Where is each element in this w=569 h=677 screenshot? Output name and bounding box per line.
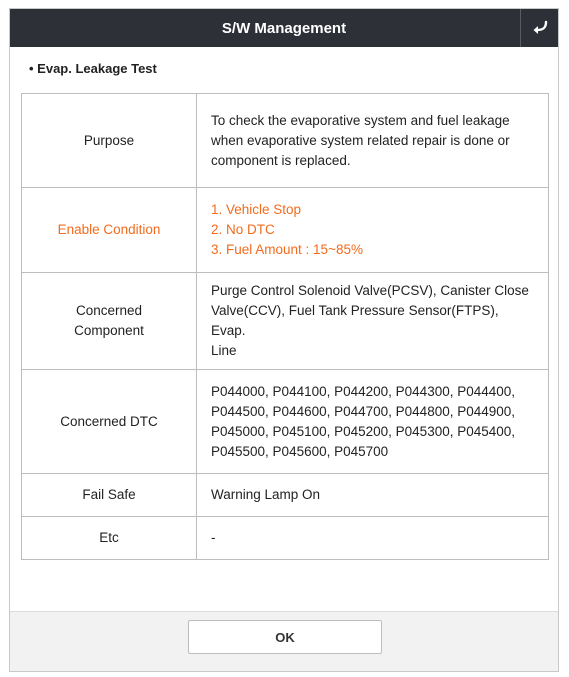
row-label: Fail Safe xyxy=(22,474,197,517)
row-label xyxy=(22,273,197,370)
dialog-footer xyxy=(10,611,558,671)
row-label: Etc xyxy=(22,517,197,560)
value-line: component is replaced. xyxy=(211,152,351,168)
table-row-concerned-dtc xyxy=(22,370,549,474)
row-value xyxy=(197,273,549,370)
title-bar xyxy=(10,9,558,47)
row-label: Concerned DTC xyxy=(22,370,197,474)
row-value xyxy=(197,188,549,273)
table-row-etc xyxy=(22,517,549,560)
value-line: 2. No DTC xyxy=(211,222,275,237)
sw-management-dialog xyxy=(9,8,559,672)
table-row-fail-safe xyxy=(22,474,549,517)
value-line: 1. Vehicle Stop xyxy=(211,202,302,217)
table-row-purpose xyxy=(22,94,549,188)
value-line: P045500, P045600, P045700 xyxy=(211,443,389,459)
value-line: 3. Fuel Amount : 15~85% xyxy=(211,242,363,257)
test-info-table xyxy=(21,93,549,560)
value-line: P044500, P044600, P044700, P044800, P044900, xyxy=(211,403,516,419)
ok-button[interactable]: OK xyxy=(188,620,382,654)
value-line: when evaporative system related repair is done or xyxy=(211,132,510,148)
row-value: - xyxy=(197,517,549,560)
section-label: • Evap. Leakage Test xyxy=(29,61,157,76)
label-line: Concerned xyxy=(75,303,143,318)
value-line: P045000, P045100, P045200, P045300, P045400, xyxy=(211,423,516,439)
value-line: To check the evaporative system and fuel leakage xyxy=(211,112,510,128)
row-value xyxy=(197,370,549,474)
row-label: Enable Condition xyxy=(22,188,197,273)
return-arrow-icon xyxy=(531,20,549,36)
table-row-concerned-component xyxy=(22,273,549,370)
value-line: P044000, P044100, P044200, P044300, P044400, xyxy=(211,383,516,399)
back-button[interactable] xyxy=(520,9,558,47)
row-label: Purpose xyxy=(22,94,197,188)
table-row-enable-condition xyxy=(22,188,549,273)
value-line: Line xyxy=(211,343,237,358)
value-line: Valve(CCV), Fuel Tank Pressure Sensor(FTPS), Evap. xyxy=(211,303,499,338)
row-value xyxy=(197,94,549,188)
value-line: Purge Control Solenoid Valve(PCSV), Canister Close xyxy=(211,283,529,298)
window-title: S/W Management xyxy=(221,19,347,37)
row-value: Warning Lamp On xyxy=(197,474,549,517)
label-line: Component xyxy=(74,323,144,338)
